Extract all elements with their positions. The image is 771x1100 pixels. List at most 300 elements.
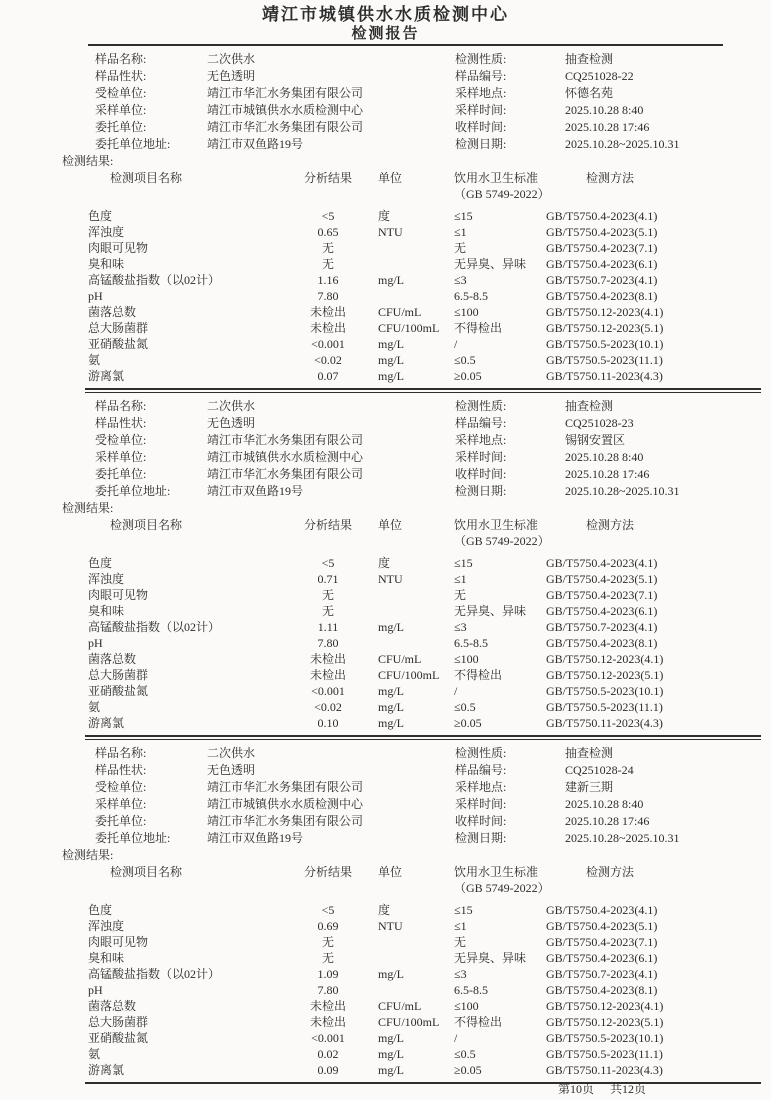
result-row xyxy=(88,902,760,918)
label-sampling-site: 采样地点: xyxy=(455,433,507,447)
cell-method: GB/T5750.4-2023(6.1) xyxy=(546,257,658,271)
result-row xyxy=(88,934,760,950)
cell-item-name: 菌落总数 xyxy=(88,305,137,319)
col-header-standard xyxy=(454,517,550,555)
cell-result: 7.80 xyxy=(317,983,339,997)
cell-unit: mg/L xyxy=(378,337,404,351)
cell-result: 无 xyxy=(321,588,334,602)
report-section xyxy=(0,740,771,1084)
cell-result: 7.80 xyxy=(317,289,339,303)
cell-unit: CFU/mL xyxy=(378,305,422,319)
cell-result: 无 xyxy=(321,241,334,255)
result-row xyxy=(88,368,760,384)
cell-result: <0.001 xyxy=(311,1031,345,1045)
col-header-unit: 单位 xyxy=(378,518,403,532)
cell-method: GB/T5750.5-2023(11.1) xyxy=(546,700,663,714)
value-sampling-time: 2025.10.28 8:40 xyxy=(565,103,644,117)
result-row xyxy=(88,715,760,731)
value-sampling-site: 建新三期 xyxy=(565,780,614,794)
value-test-date: 2025.10.28~2025.10.31 xyxy=(565,484,680,498)
cell-item-name: 浑浊度 xyxy=(88,225,125,239)
cell-standard: ≤15 xyxy=(454,556,473,570)
total-pages: 共12页 xyxy=(610,1082,647,1096)
cell-method: GB/T5750.5-2023(10.1) xyxy=(546,1031,664,1045)
cell-standard: / xyxy=(454,684,458,698)
cell-method: GB/T5750.12-2023(5.1) xyxy=(546,1015,664,1029)
cell-unit: CFU/100mL xyxy=(378,321,440,335)
cell-unit: NTU xyxy=(378,919,403,933)
result-row xyxy=(88,587,760,603)
cell-item-name: pH xyxy=(88,636,103,650)
label-sample-no: 样品编号: xyxy=(455,763,507,777)
cell-standard: ≤1 xyxy=(454,572,467,586)
cell-unit: CFU/mL xyxy=(378,652,422,666)
sample-info-grid xyxy=(95,398,771,500)
cell-item-name: 氨 xyxy=(88,1047,101,1061)
cell-item-name: 游离氯 xyxy=(88,369,125,383)
results-header-row xyxy=(88,864,760,902)
results-heading: 检测结果: xyxy=(62,848,114,862)
cell-method: GB/T5750.4-2023(4.1) xyxy=(546,903,658,917)
value-client-unit: 靖江市华汇水务集团有限公司 xyxy=(207,814,364,828)
cell-result: 未检出 xyxy=(309,668,346,682)
page-number: 第10页 xyxy=(558,1082,595,1096)
report-section xyxy=(0,46,771,393)
label-sampling-time: 采样时间: xyxy=(455,450,507,464)
result-row xyxy=(88,352,760,368)
col-header-standard xyxy=(454,170,550,208)
label-client-unit: 委托单位: xyxy=(95,814,147,828)
label-client-address: 委托单位地址: xyxy=(95,484,171,498)
value-inspected-unit: 靖江市华汇水务集团有限公司 xyxy=(207,433,364,447)
value-sample-no: CQ251028-23 xyxy=(565,416,634,430)
cell-result: 0.02 xyxy=(317,1047,339,1061)
result-row xyxy=(88,635,760,651)
result-row xyxy=(88,208,760,224)
cell-result: 1.16 xyxy=(317,273,339,287)
label-sampling-site: 采样地点: xyxy=(455,780,507,794)
value-client-unit: 靖江市华汇水务集团有限公司 xyxy=(207,120,364,134)
result-row xyxy=(88,950,760,966)
col-header-unit: 单位 xyxy=(378,171,403,185)
value-sample-character: 无色透明 xyxy=(207,69,256,83)
label-client-address: 委托单位地址: xyxy=(95,831,171,845)
standard-header-line1: 饮用水卫生标准 xyxy=(454,865,539,879)
value-test-nature: 抽查检测 xyxy=(565,399,614,413)
cell-item-name: pH xyxy=(88,983,103,997)
result-row xyxy=(88,288,760,304)
label-sampling-unit: 采样单位: xyxy=(95,797,147,811)
cell-method: GB/T5750.11-2023(4.3) xyxy=(546,369,663,383)
value-client-address: 靖江市双鱼路19号 xyxy=(207,137,304,151)
cell-method: GB/T5750.12-2023(5.1) xyxy=(546,668,664,682)
cell-item-name: 亚硝酸盐氮 xyxy=(88,337,149,351)
cell-result: 未检出 xyxy=(309,652,346,666)
value-sample-name: 二次供水 xyxy=(207,52,256,66)
cell-unit: mg/L xyxy=(378,1031,404,1045)
cell-item-name: 高锰酸盐指数（以02计） xyxy=(88,967,221,981)
value-sampling-unit: 靖江市城镇供水水质检测中心 xyxy=(207,103,364,117)
results-tbody xyxy=(88,555,760,731)
cell-unit: 度 xyxy=(378,903,391,917)
cell-method: GB/T5750.4-2023(4.1) xyxy=(546,209,658,223)
results-table xyxy=(88,170,760,384)
label-sample-name: 样品名称: xyxy=(95,52,147,66)
center-name: 靖江市城镇供水水质检测中心 xyxy=(262,5,509,24)
col-header-method: 检测方法 xyxy=(586,171,635,185)
cell-result: 无 xyxy=(321,604,334,618)
value-sample-no: CQ251028-22 xyxy=(565,69,634,83)
cell-result: 无 xyxy=(321,935,334,949)
col-header-method: 检测方法 xyxy=(586,518,635,532)
label-sampling-time: 采样时间: xyxy=(455,103,507,117)
cell-item-name: 总大肠菌群 xyxy=(88,321,149,335)
cell-standard: ≤100 xyxy=(454,999,479,1013)
cell-standard: ≤3 xyxy=(454,273,467,287)
value-inspected-unit: 靖江市华汇水务集团有限公司 xyxy=(207,86,364,100)
standard-header-line2: （GB 5749-2022） xyxy=(454,534,550,548)
cell-method: GB/T5750.12-2023(5.1) xyxy=(546,321,664,335)
cell-item-name: 浑浊度 xyxy=(88,572,125,586)
cell-standard: 不得检出 xyxy=(454,1015,503,1029)
cell-unit: CFU/100mL xyxy=(378,668,440,682)
cell-item-name: pH xyxy=(88,289,103,303)
result-row xyxy=(88,256,760,272)
label-sample-character: 样品性状: xyxy=(95,69,147,83)
standard-header-line1: 饮用水卫生标准 xyxy=(454,518,539,532)
cell-method: GB/T5750.7-2023(4.1) xyxy=(546,967,658,981)
cell-unit: mg/L xyxy=(378,1063,404,1077)
results-header-row xyxy=(88,170,760,208)
value-receiving-time: 2025.10.28 17:46 xyxy=(565,814,650,828)
label-test-date: 检测日期: xyxy=(455,137,507,151)
col-header-result: 分析结果 xyxy=(303,171,352,185)
cell-result: 0.07 xyxy=(317,369,339,383)
cell-item-name: 氨 xyxy=(88,700,101,714)
value-sampling-time: 2025.10.28 8:40 xyxy=(565,450,644,464)
cell-unit xyxy=(368,587,454,603)
result-row xyxy=(88,1062,760,1078)
result-row xyxy=(88,571,760,587)
cell-method: GB/T5750.4-2023(7.1) xyxy=(546,935,658,949)
cell-item-name: 亚硝酸盐氮 xyxy=(88,684,149,698)
cell-method: GB/T5750.4-2023(7.1) xyxy=(546,241,658,255)
cell-standard: ≥0.05 xyxy=(454,369,482,383)
cell-method: GB/T5750.4-2023(6.1) xyxy=(546,951,658,965)
cell-item-name: 菌落总数 xyxy=(88,999,137,1013)
results-heading: 检测结果: xyxy=(62,501,114,515)
cell-result: <0.001 xyxy=(311,684,345,698)
cell-unit: mg/L xyxy=(378,967,404,981)
result-row xyxy=(88,982,760,998)
cell-standard: ≤15 xyxy=(454,209,473,223)
cell-result: <0.02 xyxy=(314,353,342,367)
cell-unit: CFU/100mL xyxy=(378,1015,440,1029)
cell-result: 0.71 xyxy=(317,572,339,586)
cell-method: GB/T5750.11-2023(4.3) xyxy=(546,716,663,730)
cell-item-name: 游离氯 xyxy=(88,716,125,730)
cell-unit: NTU xyxy=(378,225,403,239)
cell-item-name: 游离氯 xyxy=(88,1063,125,1077)
standard-header-line1: 饮用水卫生标准 xyxy=(454,171,539,185)
value-client-address: 靖江市双鱼路19号 xyxy=(207,831,304,845)
cell-result: <5 xyxy=(321,903,335,917)
cell-method: GB/T5750.4-2023(5.1) xyxy=(546,572,658,586)
results-heading: 检测结果: xyxy=(62,154,114,168)
cell-standard: 无异臭、异味 xyxy=(454,951,527,965)
result-row xyxy=(88,1014,760,1030)
cell-unit xyxy=(368,603,454,619)
cell-standard: 不得检出 xyxy=(454,321,503,335)
label-sample-character: 样品性状: xyxy=(95,763,147,777)
value-sample-character: 无色透明 xyxy=(207,416,256,430)
label-sample-name: 样品名称: xyxy=(95,399,147,413)
cell-unit: mg/L xyxy=(378,684,404,698)
cell-method: GB/T5750.4-2023(7.1) xyxy=(546,588,658,602)
value-sample-no: CQ251028-24 xyxy=(565,763,634,777)
result-row xyxy=(88,336,760,352)
label-receiving-time: 收样时间: xyxy=(455,467,507,481)
col-header-result: 分析结果 xyxy=(303,865,352,879)
value-sample-name: 二次供水 xyxy=(207,399,256,413)
cell-standard: 无异臭、异味 xyxy=(454,257,527,271)
result-row xyxy=(88,918,760,934)
cell-item-name: 色度 xyxy=(88,556,113,570)
col-header-item: 检测项目名称 xyxy=(110,865,183,879)
col-header-result: 分析结果 xyxy=(303,518,352,532)
label-test-nature: 检测性质: xyxy=(455,746,507,760)
label-sampling-unit: 采样单位: xyxy=(95,450,147,464)
cell-standard: ≤100 xyxy=(454,305,479,319)
value-test-nature: 抽查检测 xyxy=(565,746,614,760)
result-row xyxy=(88,240,760,256)
cell-standard: 6.5-8.5 xyxy=(454,983,488,997)
value-sample-character: 无色透明 xyxy=(207,763,256,777)
cell-result: 0.69 xyxy=(317,919,339,933)
cell-method: GB/T5750.5-2023(11.1) xyxy=(546,353,663,367)
cell-method: GB/T5750.7-2023(4.1) xyxy=(546,273,658,287)
label-receiving-time: 收样时间: xyxy=(455,814,507,828)
cell-result: <0.001 xyxy=(311,337,345,351)
label-client-unit: 委托单位: xyxy=(95,120,147,134)
results-table xyxy=(88,864,760,1078)
cell-standard: ≤3 xyxy=(454,620,467,634)
result-row xyxy=(88,555,760,571)
cell-item-name: 色度 xyxy=(88,903,113,917)
cell-method: GB/T5750.4-2023(5.1) xyxy=(546,225,658,239)
label-sample-no: 样品编号: xyxy=(455,69,507,83)
cell-unit: mg/L xyxy=(378,620,404,634)
col-header-item: 检测项目名称 xyxy=(110,518,183,532)
label-receiving-time: 收样时间: xyxy=(455,120,507,134)
value-inspected-unit: 靖江市华汇水务集团有限公司 xyxy=(207,780,364,794)
cell-unit xyxy=(368,240,454,256)
cell-item-name: 亚硝酸盐氮 xyxy=(88,1031,149,1045)
cell-item-name: 臭和味 xyxy=(88,257,125,271)
result-row xyxy=(88,304,760,320)
result-row xyxy=(88,998,760,1014)
label-client-unit: 委托单位: xyxy=(95,467,147,481)
result-row xyxy=(88,1046,760,1062)
cell-unit: mg/L xyxy=(378,716,404,730)
value-test-nature: 抽查检测 xyxy=(565,52,614,66)
label-inspected-unit: 受检单位: xyxy=(95,433,147,447)
cell-unit: mg/L xyxy=(378,369,404,383)
cell-item-name: 臭和味 xyxy=(88,604,125,618)
cell-method: GB/T5750.12-2023(4.1) xyxy=(546,652,664,666)
value-sample-name: 二次供水 xyxy=(207,746,256,760)
cell-result: 7.80 xyxy=(317,636,339,650)
result-row xyxy=(88,619,760,635)
cell-item-name: 色度 xyxy=(88,209,113,223)
cell-standard: 6.5-8.5 xyxy=(454,636,488,650)
sample-info-grid xyxy=(95,51,771,153)
label-sampling-unit: 采样单位: xyxy=(95,103,147,117)
result-row xyxy=(88,966,760,982)
cell-method: GB/T5750.4-2023(8.1) xyxy=(546,983,658,997)
cell-unit: mg/L xyxy=(378,273,404,287)
cell-method: GB/T5750.5-2023(10.1) xyxy=(546,684,664,698)
label-test-date: 检测日期: xyxy=(455,484,507,498)
cell-item-name: 菌落总数 xyxy=(88,652,137,666)
cell-result: 0.65 xyxy=(317,225,339,239)
result-row xyxy=(88,320,760,336)
cell-unit: mg/L xyxy=(378,353,404,367)
label-inspected-unit: 受检单位: xyxy=(95,86,147,100)
col-header-unit: 单位 xyxy=(378,865,403,879)
value-sampling-site: 锡钢安置区 xyxy=(565,433,626,447)
label-sample-no: 样品编号: xyxy=(455,416,507,430)
cell-method: GB/T5750.4-2023(8.1) xyxy=(546,289,658,303)
value-client-address: 靖江市双鱼路19号 xyxy=(207,484,304,498)
cell-unit: NTU xyxy=(378,572,403,586)
cell-result: 0.09 xyxy=(317,1063,339,1077)
cell-standard: ≤0.5 xyxy=(454,1047,476,1061)
cell-item-name: 肉眼可见物 xyxy=(88,241,149,255)
cell-item-name: 肉眼可见物 xyxy=(88,935,149,949)
value-receiving-time: 2025.10.28 17:46 xyxy=(565,467,650,481)
cell-method: GB/T5750.12-2023(4.1) xyxy=(546,999,664,1013)
cell-standard: ≤0.5 xyxy=(454,700,476,714)
result-row xyxy=(88,603,760,619)
label-sample-name: 样品名称: xyxy=(95,746,147,760)
cell-unit xyxy=(368,288,454,304)
cell-unit: 度 xyxy=(378,556,391,570)
label-test-nature: 检测性质: xyxy=(455,399,507,413)
col-header-standard xyxy=(454,864,550,902)
cell-method: GB/T5750.12-2023(4.1) xyxy=(546,305,664,319)
col-header-method: 检测方法 xyxy=(586,865,635,879)
results-tbody xyxy=(88,902,760,1078)
cell-item-name: 臭和味 xyxy=(88,951,125,965)
cell-standard: 无 xyxy=(454,935,467,949)
cell-item-name: 氨 xyxy=(88,353,101,367)
cell-method: GB/T5750.11-2023(4.3) xyxy=(546,1063,663,1077)
report-section xyxy=(0,393,771,740)
cell-standard: ≤1 xyxy=(454,225,467,239)
cell-method: GB/T5750.5-2023(10.1) xyxy=(546,337,664,351)
cell-method: GB/T5750.4-2023(5.1) xyxy=(546,919,658,933)
cell-standard: ≤100 xyxy=(454,652,479,666)
cell-result: <5 xyxy=(321,556,335,570)
result-row xyxy=(88,651,760,667)
sample-info-grid xyxy=(95,745,771,847)
col-header-item: 检测项目名称 xyxy=(110,171,183,185)
cell-item-name: 浑浊度 xyxy=(88,919,125,933)
cell-item-name: 肉眼可见物 xyxy=(88,588,149,602)
label-client-address: 委托单位地址: xyxy=(95,137,171,151)
result-row xyxy=(88,667,760,683)
cell-standard: / xyxy=(454,337,458,351)
cell-standard: 无 xyxy=(454,588,467,602)
cell-unit xyxy=(368,982,454,998)
cell-item-name: 总大肠菌群 xyxy=(88,1015,149,1029)
result-row xyxy=(88,272,760,288)
cell-result: 无 xyxy=(321,257,334,271)
result-row xyxy=(88,683,760,699)
label-test-nature: 检测性质: xyxy=(455,52,507,66)
cell-unit: mg/L xyxy=(378,700,404,714)
cell-unit xyxy=(368,635,454,651)
cell-standard: 6.5-8.5 xyxy=(454,289,488,303)
cell-result: <0.02 xyxy=(314,700,342,714)
report-title: 检测报告 xyxy=(351,26,420,42)
cell-item-name: 高锰酸盐指数（以02计） xyxy=(88,620,221,634)
cell-method: GB/T5750.4-2023(4.1) xyxy=(546,556,658,570)
cell-standard: ≤0.5 xyxy=(454,353,476,367)
cell-unit xyxy=(368,934,454,950)
cell-item-name: 总大肠菌群 xyxy=(88,668,149,682)
cell-method: GB/T5750.4-2023(6.1) xyxy=(546,604,658,618)
cell-standard: / xyxy=(454,1031,458,1045)
value-test-date: 2025.10.28~2025.10.31 xyxy=(565,137,680,151)
cell-result: 1.11 xyxy=(317,620,339,634)
standard-header-line2: （GB 5749-2022） xyxy=(454,881,550,895)
page-footer xyxy=(558,1082,662,1096)
value-sampling-time: 2025.10.28 8:40 xyxy=(565,797,644,811)
label-sampling-site: 采样地点: xyxy=(455,86,507,100)
value-test-date: 2025.10.28~2025.10.31 xyxy=(565,831,680,845)
label-sample-character: 样品性状: xyxy=(95,416,147,430)
label-inspected-unit: 受检单位: xyxy=(95,780,147,794)
sections-container xyxy=(0,46,771,1084)
cell-result: 无 xyxy=(321,951,334,965)
cell-method: GB/T5750.5-2023(11.1) xyxy=(546,1047,663,1061)
value-sampling-site: 怀德名苑 xyxy=(565,86,614,100)
cell-standard: ≥0.05 xyxy=(454,716,482,730)
cell-standard: 无异臭、异味 xyxy=(454,604,527,618)
label-sampling-time: 采样时间: xyxy=(455,797,507,811)
value-client-unit: 靖江市华汇水务集团有限公司 xyxy=(207,467,364,481)
cell-result: 未检出 xyxy=(309,999,346,1013)
cell-standard: ≤15 xyxy=(454,903,473,917)
cell-unit xyxy=(368,950,454,966)
cell-result: 未检出 xyxy=(309,321,346,335)
cell-standard: ≥0.05 xyxy=(454,1063,482,1077)
label-test-date: 检测日期: xyxy=(455,831,507,845)
result-row xyxy=(88,224,760,240)
value-sampling-unit: 靖江市城镇供水水质检测中心 xyxy=(207,450,364,464)
results-header-row xyxy=(88,517,760,555)
cell-item-name: 高锰酸盐指数（以02计） xyxy=(88,273,221,287)
cell-unit: mg/L xyxy=(378,1047,404,1061)
cell-method: GB/T5750.7-2023(4.1) xyxy=(546,620,658,634)
result-row xyxy=(88,1030,760,1046)
cell-result: 1.09 xyxy=(317,967,339,981)
cell-result: 未检出 xyxy=(309,305,346,319)
result-row xyxy=(88,699,760,715)
cell-unit: CFU/mL xyxy=(378,999,422,1013)
